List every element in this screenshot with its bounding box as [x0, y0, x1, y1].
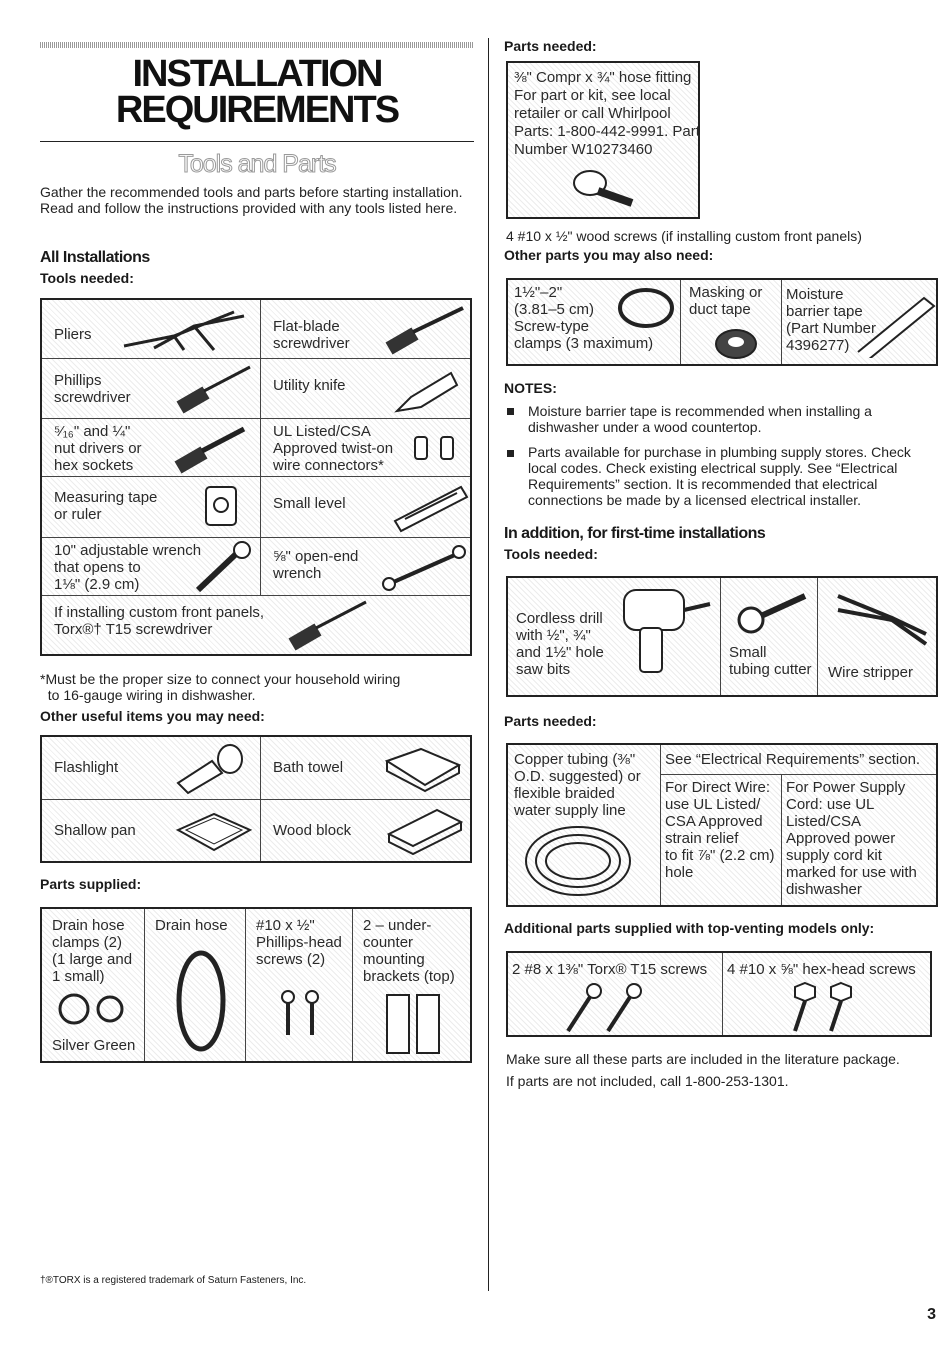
hose-clamp-icon	[56, 983, 132, 1031]
top-vent-table	[506, 951, 932, 1037]
first-tool-cell	[818, 577, 938, 696]
first-tools-heading: Tools needed:	[504, 546, 598, 562]
drill-icon	[618, 582, 718, 678]
tool-label: ⅝" open-end wrench	[273, 547, 359, 582]
intro-paragraph: Gather the recommended tools and parts before starting installation. Read and follow the instructions provided with any tools listed here.	[40, 184, 463, 216]
clamp-colors-label: Silver Green	[52, 1037, 136, 1054]
tool-cell	[41, 537, 261, 595]
useful-cell	[261, 799, 472, 862]
copper-coil-icon	[518, 821, 652, 905]
screw-clamp-icon	[614, 284, 678, 334]
title-line-2: REQUIREMENTS	[115, 89, 399, 131]
first-parts-table	[506, 743, 938, 907]
first-tool-label: Cordless drill with ½", ¾" and 1½" hole saw bits	[516, 610, 604, 678]
tool-cell	[41, 596, 471, 655]
supplied-label: Drain hose	[155, 917, 228, 934]
useful-items-heading: Other useful items you may need:	[40, 708, 265, 724]
hose-fitting-icon	[568, 163, 648, 213]
tool-label: Measuring tape or ruler	[54, 489, 158, 524]
other-parts-heading: Other parts you may also need:	[504, 247, 714, 263]
top-vent-label: 4 #10 x ⅝" hex-head screws	[727, 961, 916, 978]
wood-screws-note: 4 #10 x ½" wood screws (if installing custom front panels)	[506, 228, 862, 244]
tool-label: Flat-blade screwdriver	[273, 318, 350, 352]
parts-supplied-table	[40, 907, 472, 1063]
first-tool-label: Small tubing cutter	[729, 644, 812, 678]
power-cord-label: For Power Supply Cord: use UL Listed/CSA Approved power supply cord kit marked for use with dishwasher	[786, 778, 917, 898]
supplied-cell	[41, 908, 145, 1062]
tool-cell	[261, 537, 472, 595]
other-part-label: 1½"–2" (3.81–5 cm) Screw-type clamps (3 maximum)	[514, 284, 654, 352]
title-line-1: INSTALLATION	[132, 53, 382, 95]
first-tool-label: Wire stripper	[828, 664, 914, 681]
first-tool-cell	[721, 577, 818, 696]
supplied-label: #10 x ½" Phillips-head screws (2)	[256, 917, 342, 968]
wire-footnote: *Must be the proper size to connect your household wiring to 16-gauge wiring in dishwasher.	[40, 671, 401, 703]
supplied-cell	[145, 908, 246, 1062]
screw-icon	[272, 989, 332, 1043]
supplied-cell	[353, 908, 472, 1062]
first-parts-heading: Parts needed:	[504, 713, 597, 729]
note-item: Moisture barrier tape is recommended when installing a dishwasher under a wood countertop.	[528, 403, 872, 435]
other-part-cell	[507, 279, 681, 365]
tool-cell	[261, 299, 472, 358]
call-note: If parts are not included, call 1-800-253-1301.	[506, 1073, 789, 1089]
tool-label: Utility knife	[273, 376, 346, 394]
page-title	[40, 53, 474, 131]
wire-connector-icon	[411, 433, 461, 465]
level-icon	[391, 481, 471, 533]
pan-icon	[174, 806, 254, 856]
open-end-wrench-icon	[379, 544, 469, 592]
nut-driver-icon	[172, 423, 252, 475]
useful-cell	[261, 736, 472, 799]
useful-cell	[41, 736, 261, 799]
electrical-header-cell	[661, 744, 938, 774]
title-decoration	[40, 42, 474, 48]
bullet-icon	[507, 450, 514, 457]
tool-cell	[261, 358, 472, 418]
barrier-tape-icon	[854, 288, 938, 358]
top-vent-heading: Additional parts supplied with top-venting models only:	[504, 920, 875, 936]
bullet-icon	[507, 408, 514, 415]
supplied-label: 2 – under- counter mounting brackets (top)	[363, 917, 455, 985]
flat-screwdriver-icon	[383, 304, 467, 358]
hex-screw-icon	[773, 981, 883, 1037]
electrical-header-label: See “Electrical Requirements” section.	[665, 751, 921, 768]
tool-cell	[261, 419, 472, 477]
tool-cell	[41, 358, 261, 418]
torx-screwdriver-icon	[286, 598, 370, 652]
top-vent-label: 2 #8 x 1⅜" Torx® T15 screws	[512, 961, 708, 978]
tool-label: ⁵⁄₁₆" and ¼" nut drivers or hex sockets	[54, 423, 142, 475]
tool-cell	[261, 477, 472, 537]
other-part-cell	[782, 279, 938, 365]
title-rule	[40, 141, 474, 142]
first-tool-cell	[507, 577, 721, 696]
pliers-icon	[114, 306, 254, 356]
notes-heading: NOTES:	[504, 380, 557, 396]
copper-tubing-label: Copper tubing (⅜" O.D. suggested) or flexible braided water supply line	[514, 751, 641, 819]
literature-note: Make sure all these parts are included in the literature package.	[506, 1051, 900, 1067]
drain-hose-icon	[165, 939, 235, 1055]
tool-cell	[41, 299, 261, 358]
all-installations-heading: All Installations	[40, 249, 150, 266]
phillips-screwdriver-icon	[174, 363, 254, 417]
copper-tubing-cell	[507, 744, 661, 906]
towel-icon	[381, 745, 465, 793]
tool-label: Small level	[273, 495, 346, 513]
other-part-label: Moisture barrier tape (Part Number 4396277)	[786, 286, 877, 354]
tool-cell	[41, 477, 261, 537]
column-divider	[488, 38, 489, 1291]
wood-block-icon	[383, 804, 467, 858]
tools-table	[40, 298, 472, 656]
useful-label: Shallow pan	[54, 821, 136, 839]
first-time-tools-table	[506, 576, 938, 697]
tool-label: UL Listed/CSA Approved twist-on wire connectors*	[273, 423, 394, 475]
parts-needed-heading: Parts needed:	[504, 38, 597, 54]
useful-label: Wood block	[273, 821, 352, 839]
tool-cell	[41, 419, 261, 477]
supplied-label: Drain hose clamps (2) (1 large and 1 small)	[52, 917, 133, 985]
tubing-cutter-icon	[733, 586, 813, 642]
utility-knife-icon	[391, 367, 461, 417]
tools-needed-heading: Tools needed:	[40, 270, 134, 286]
other-part-cell	[681, 279, 782, 365]
adjustable-wrench-icon	[192, 540, 256, 594]
note-item: Parts available for purchase in plumbing supply stores. Check local codes. Check existing electrical supply. See “Electrical Requirements” section. It is recommended that electrical connections be made by a licensed electrical installer.	[528, 444, 911, 508]
direct-wire-cell	[661, 774, 782, 906]
useful-items-table	[40, 735, 472, 863]
section-subtitle: Tools and Parts	[178, 150, 336, 178]
direct-wire-label: For Direct Wire: use UL Listed/ CSA Approved strain relief to fit ⅞" (2.2 cm) hole	[665, 778, 775, 881]
parts-supplied-heading: Parts supplied:	[40, 876, 142, 892]
useful-label: Flashlight	[54, 759, 119, 776]
wire-stripper-icon	[832, 588, 932, 648]
measuring-tape-icon	[202, 483, 242, 531]
first-time-heading: In addition, for first-time installations	[504, 525, 766, 542]
tool-label: Phillips screwdriver	[54, 371, 131, 406]
tape-roll-icon	[711, 326, 761, 362]
top-vent-cell	[507, 952, 723, 1036]
useful-label: Bath towel	[273, 759, 344, 776]
tool-label: 10" adjustable wrench that opens to 1⅛" (2.9 cm)	[54, 541, 202, 593]
other-part-label: Masking or duct tape	[689, 284, 763, 318]
hose-fitting-table	[506, 61, 700, 219]
hose-fitting-cell	[507, 62, 699, 218]
hose-fitting-label: ⅜" Compr x ¾" hose fitting For part or kit, see local retailer or call Whirlpool Parts: 1-800-442-9991. Part Number W10273460	[514, 69, 700, 158]
page-number: 3	[927, 1306, 936, 1323]
tool-label: Pliers	[54, 326, 92, 343]
trademark-note: †®TORX is a registered trademark of Saturn Fasteners, Inc.	[40, 1275, 307, 1286]
supplied-cell	[246, 908, 353, 1062]
tool-label: If installing custom front panels, Torx®† T15 screwdriver	[54, 604, 265, 639]
torx-screw-icon	[558, 981, 668, 1037]
useful-cell	[41, 799, 261, 862]
power-cord-cell	[782, 774, 938, 906]
top-vent-cell	[723, 952, 932, 1036]
bracket-icon	[381, 989, 451, 1061]
flashlight-icon	[172, 743, 252, 795]
other-parts-table	[506, 278, 938, 366]
